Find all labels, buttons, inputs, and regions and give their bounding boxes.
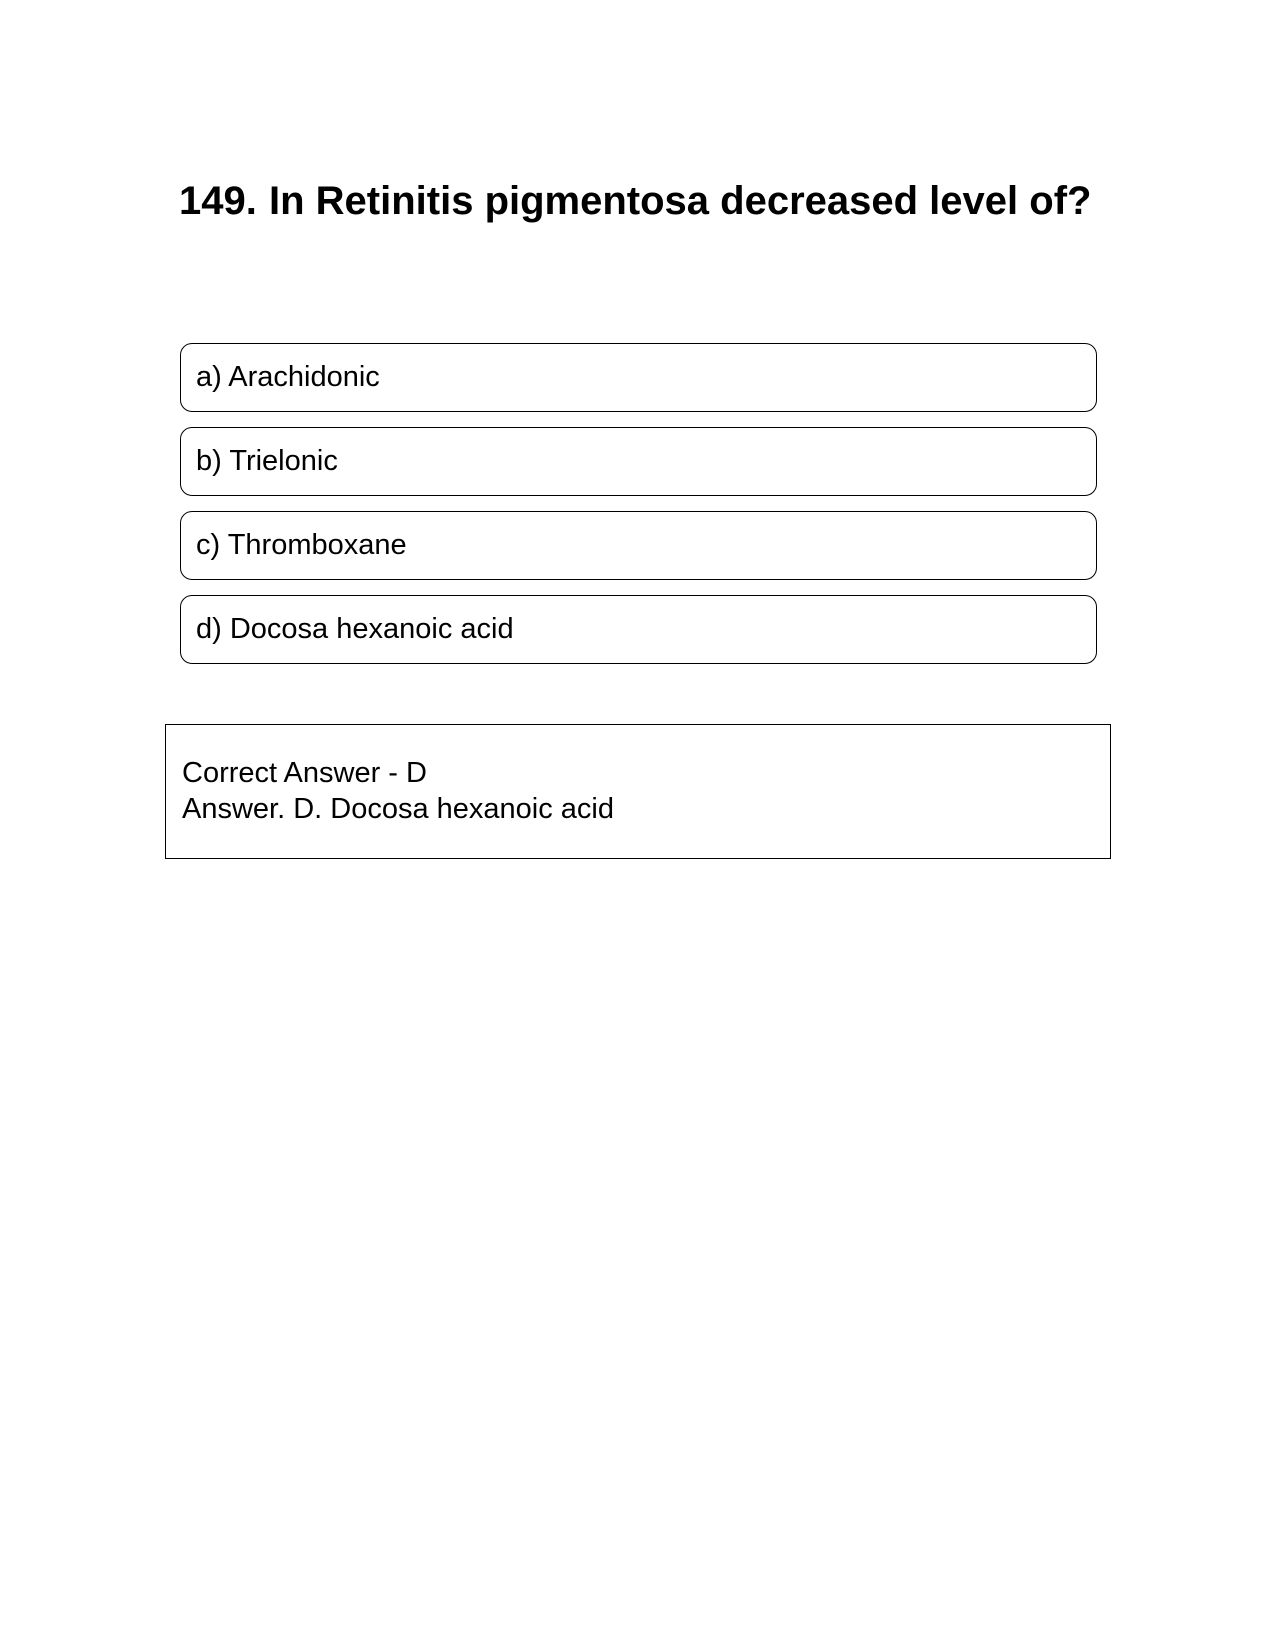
- option-label: a) Arachidonic: [196, 361, 380, 393]
- question-text: In Retinitis pigmentosa decreased level of?: [269, 179, 1092, 223]
- option-label: d) Docosa hexanoic acid: [196, 613, 514, 645]
- option-c[interactable]: [180, 511, 1097, 580]
- answer-box: [165, 724, 1111, 859]
- question-heading: [179, 176, 1099, 226]
- answer-explanation-line: Answer. D. Docosa hexanoic acid: [182, 793, 614, 825]
- option-b[interactable]: [180, 427, 1097, 496]
- options-list: [180, 343, 1097, 679]
- option-label: c) Thromboxane: [196, 529, 407, 561]
- question-number: 149.: [179, 179, 257, 223]
- option-label: b) Trielonic: [196, 445, 338, 477]
- correct-answer-line: Correct Answer - D: [182, 757, 427, 789]
- option-d[interactable]: [180, 595, 1097, 664]
- option-a[interactable]: [180, 343, 1097, 412]
